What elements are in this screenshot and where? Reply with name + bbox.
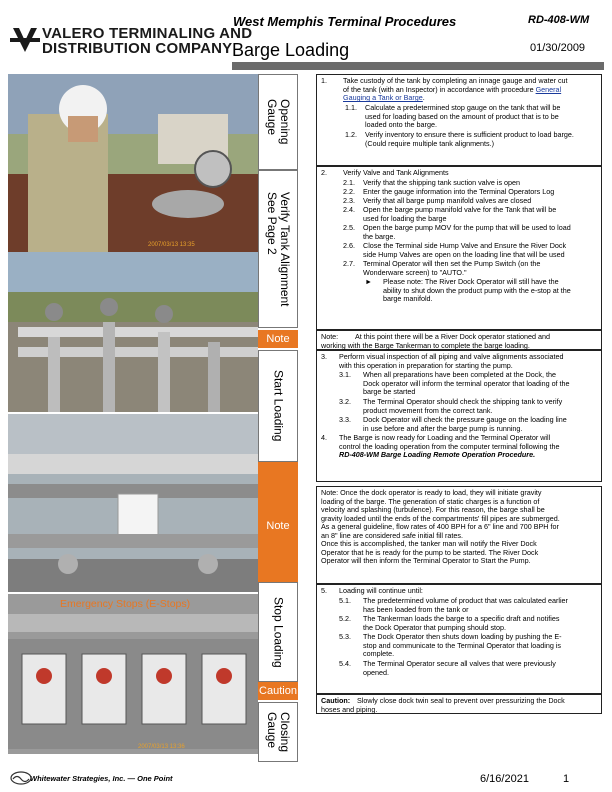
photo-valves [8,414,298,592]
step-2-number: 2. [321,168,327,177]
step-2-3-number: 2.3. [343,196,355,205]
step-2-2-number: 2.2. [343,187,355,196]
step-5-3-number: 5.3. [339,632,351,641]
section-note-1 [316,330,602,350]
step-label-start-loading: Start Loading [271,370,286,442]
caution-label: Caution: [321,696,351,705]
company-name-line1: VALERO TERMINALING AND [42,25,253,42]
step-5-3-text-a: The Dock Operator then shuts down loading by pushing the E- [363,632,562,641]
step-4-text-c: RD-408-WM Barge Loading Remote Operation Procedure. [339,450,536,459]
section-caution [316,694,602,714]
step-2-3-text: Verify that all barge pump manifold valves are closed [363,196,532,205]
estop-button-icon [82,654,126,724]
step-2-6-text-b: side Hump Valves are open on the loading line that will be used [363,249,565,259]
photo-emergency-stops [8,594,298,754]
photo-manifold [8,252,298,412]
step-5-1-text-a: The predetermined volume of product that was calculated earlier [363,596,568,605]
note-1-text-a: At this point there will be a River Dock operator stationed and [355,332,550,341]
step-2-4-text-a: Open the barge pump manifold valve for the Tank that will be [363,205,557,214]
step-1-2-number: 1.2. [345,130,357,139]
section-step-5 [316,584,602,694]
document-id: RD-408-WM [528,14,590,26]
step-2-6-text-a: Close the Terminal side Hump Valve and Ensure the River Dock [363,241,567,250]
step-label-closing-gauge: Closing Gauge [265,711,292,753]
step-2-5-text-b: the barge. [363,231,396,241]
step-1-1-text-a: Calculate a predetermined stop gauge on the tank that will be [365,103,561,112]
step-5-number: 5. [321,586,327,595]
step-2-2-text: Enter the gauge information into the Terminal Operators Log [363,187,555,196]
footer-date: 6/16/2021 [480,773,529,785]
step-2-4-text-b: used for loading the barge [363,213,447,223]
step-label-verify-tank: Verify Tank Alignment See Page 2 [265,191,292,307]
step-5-3-text-c: complete. [363,649,395,658]
caution-text-b: hoses and piping. [321,704,378,714]
step-4-text-b: control the loading operation from the computer terminal following the [339,441,560,451]
step-5-4-text-a: The Terminal Operator secure all valves that were previously [363,659,556,668]
note-2-line: gravity loaded until the ends of the compartments' fill pipes are submerged. [321,513,560,523]
step-2-7-text-e: barge manifold. [383,294,433,303]
header-divider [232,62,604,70]
step-2-1-number: 2.1. [343,178,355,187]
note-2-line: As a general guideline, flow rates of 400 BPH for a 6" line and 700 BPH for [321,522,559,531]
note-1-label: Note: [321,332,339,341]
step-3-3-text-a: Dock Operator will check the pressure gauge on the loading line [363,415,567,424]
estop-button-icon [142,654,186,724]
section-note-2 [316,486,602,584]
note-1-text-b: working with the Barge Tankerman to complete the barge loading. [321,340,530,350]
step-2-5-number: 2.5. [343,223,355,232]
step-3-1-number: 3.1. [339,370,351,379]
step-1-text-a: Take custody of the tank by completing an innage gauge and water cut [343,76,568,85]
step-label-stop-loading: Stop Loading [271,596,286,668]
step-3-number: 3. [321,352,327,361]
step-4-number: 4. [321,433,327,442]
step-1-1-text-c: loaded onto the barge. [365,120,437,129]
step-1-2-text-a: Verify inventory to ensure there is sufficient product to load barge. [365,130,574,139]
step-2-7-text-b: Wonderware screen) to "AUTO." [363,267,467,277]
step-5-1-text-b: has been loaded from the tank or [363,604,469,614]
step-3-1-text-a: When all preparations have been completed at the Dock, the [363,370,556,379]
step-2-1-text: Verify that the shipping tank suction valve is open [363,178,521,187]
step-1-text-b: of the tank (with an Inspector) in accordance with procedure [343,84,534,94]
note-2-line: an 8" line are considered safe initial fill rates. [321,530,463,540]
step-3-1-text-b: Dock operator will inform the terminal operator that loading of the [363,378,570,388]
step-2-7-text-d: ability to shut down the product pump with the e-stop at the [383,285,571,295]
photo-opening-gauge [8,74,298,252]
step-5-title: Loading will continue until: [339,586,423,595]
step-3-1-text-c: barge be started [363,387,416,396]
document-title: West Memphis Terminal Procedures [233,14,457,29]
step-2-7-text-a: Terminal Operator will then set the Pump Switch (on the [363,259,541,268]
step-5-2-number: 5.2. [339,614,351,623]
step-2-title: Verify Valve and Tank Alignments [343,168,449,177]
estop-button-icon [22,654,66,724]
step-3-2-text-a: The Terminal Operator should check the shipping tank to verify [363,397,563,406]
step-4-text-a: The Barge is now ready for Loading and the Terminal Operator will [339,433,551,442]
step-5-2-text-b: the Dock Operator that pumping should stop. [363,622,507,632]
step-1-link-a[interactable]: General [535,84,562,94]
step-3-text-a: Perform visual inspection of all piping and valve alignments associated [339,352,564,361]
section-step-1: 1. Take custody of the tank by completing an innage gauge and water cut of the tank (with an Inspector) in accordance with procedure General Gauging a Tank or Barge. 1.1. Calculate a predetermined stop gauge on the tank that will be used for loading based on the amount of product that is to be loaded onto the barge. 1.2. Verify inventory to ensure there is sufficient product to load barge. (Could require multiple tank alignments.) [316,74,602,166]
step-label-opening-gauge: Opening Gauge [265,99,292,145]
step-1-link-b[interactable]: Gauging a Tank or Barge [343,93,423,102]
step-3-3-number: 3.3. [339,415,351,424]
step-3-text-b: with this operation in preparation for starting the pump. [339,360,513,370]
photo-timestamp-2: 2007/03/13 13:36 [138,744,185,750]
step-5-2-text-a: The Tankerman loads the barge to a specific draft and notifies [363,614,560,623]
step-2-6-number: 2.6. [343,241,355,250]
step-2-5-text-a: Open the barge pump MOV for the pump that will be used to load [363,223,571,232]
section-step-3-4 [316,350,602,482]
page-title: Barge Loading [232,40,350,60]
step-2-4-number: 2.4. [343,205,355,214]
step-2-7-number: 2.7. [343,259,355,268]
valero-logo-icon [10,24,40,56]
step-5-3-text-b: stop and communicate to the Terminal Operator that loading is [363,640,562,650]
step-1-1-number: 1.1. [345,103,357,112]
step-5-4-text-b: opened. [363,667,389,677]
step-1-1-text-b: used for loading based on the amount of product that is to be [365,111,559,121]
footer-page-number: 1 [563,773,570,785]
step-label-note-2: Note [266,520,290,532]
company-name-line2: DISTRIBUTION COMPANY [42,40,233,57]
step-label-caution: Caution [258,682,298,700]
whitewater-logo-icon [10,771,32,785]
step-3-2-text-b: product movement from the correct tank. [363,405,493,415]
note-2-line: Once this is accomplished, the tanker man will notify the River Dock [321,539,537,548]
step-3-3-text-b: in use before and after the barge pump is running. [363,423,523,433]
step-3-2-number: 3.2. [339,397,351,406]
step-5-4-number: 5.4. [339,659,351,668]
document-date: 01/30/2009 [530,42,586,54]
note-2-line: Operator will then inform the Terminal Operator to Start the Pump. [321,556,531,565]
caution-text-a: Slowly close dock twin seal to prevent over pressurizing the Dock [357,696,565,705]
estops-label: Emergency Stops (E-Stops) [60,598,191,610]
photo-timestamp-1: 2007/03/13 13:35 [148,242,195,248]
step-5-1-number: 5.1. [339,596,351,605]
step-2-7-text-c: Please note: The River Dock Operator will still have the [383,277,559,286]
step-label-note-1: Note [258,330,298,348]
bullet-arrow-icon: ► [365,277,373,286]
footer-company: Whitewater Strategies, Inc. — One Point [30,774,173,783]
step-1-2-text-b: (Could require multiple tank alignments.) [365,138,495,148]
step-1-number: 1. [321,76,327,85]
note-2-line: velocity and splashing (turbulence). For this reason, the barge shall be [321,505,545,514]
note-2-line: Note: Once the dock operator is ready to load, they will initiate gravity [321,488,542,497]
note-2-line: loading of the barge. The generation of static charges is a function of [321,496,540,506]
section-step-2 [316,166,602,330]
estop-button-icon [202,654,246,724]
note-2-line: Operator that he is ready for the pump to be started. The River Dock [321,547,539,557]
